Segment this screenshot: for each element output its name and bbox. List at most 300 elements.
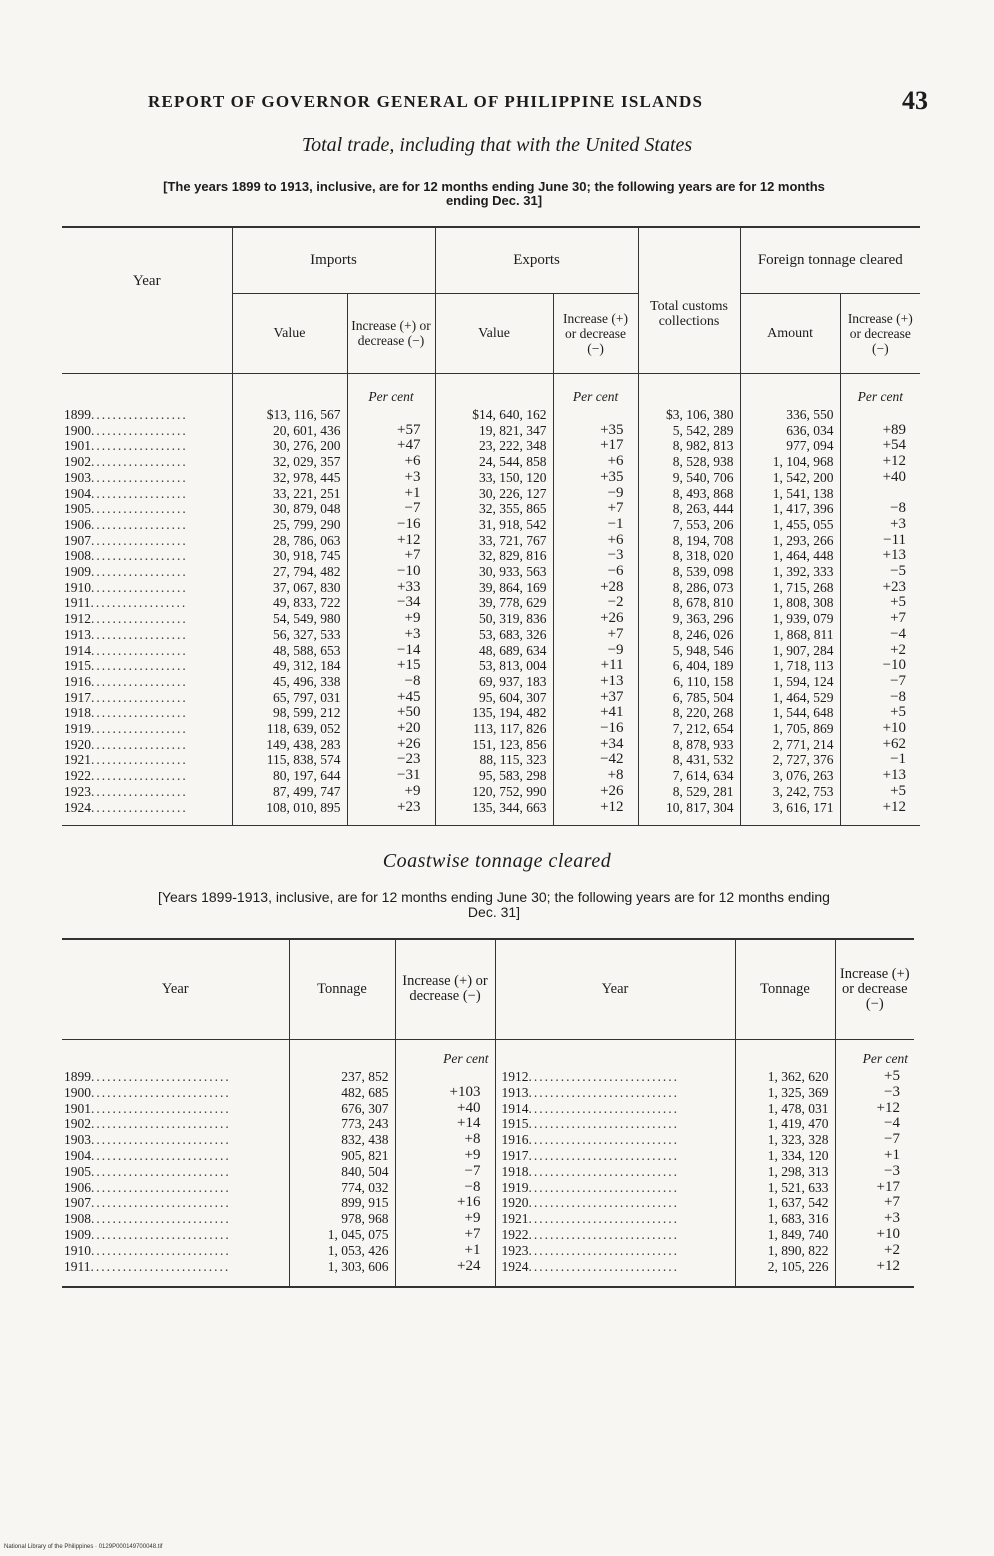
coastwise-increase: +7 <box>835 1195 914 1211</box>
year-cell <box>62 1116 289 1132</box>
import-value: 108, 010, 895 <box>232 800 347 826</box>
year-label: 1911 <box>64 595 91 611</box>
table-row <box>62 705 920 721</box>
export-increase: +34 <box>553 737 638 753</box>
year-cell <box>62 564 232 580</box>
tonnage-increase: +5 <box>840 705 920 721</box>
year-label: 1910 <box>64 579 91 595</box>
year-cell <box>62 595 232 611</box>
leader-dots: .......................... <box>91 1084 231 1100</box>
leader-dots: .................. <box>91 626 188 642</box>
customs-collections: 8, 982, 813 <box>638 438 740 454</box>
import-value: 32, 029, 357 <box>232 454 347 470</box>
coastwise-increase: +5 <box>835 1069 914 1085</box>
coastwise-tonnage: 1, 053, 426 <box>289 1243 395 1259</box>
import-increase: +20 <box>347 721 435 737</box>
coastwise-tonnage: 1, 334, 120 <box>735 1148 835 1164</box>
foreign-tonnage: 1, 705, 869 <box>740 721 840 737</box>
import-value: 48, 588, 653 <box>232 643 347 659</box>
leader-dots: ............................ <box>528 1132 679 1148</box>
customs-collections: 8, 529, 281 <box>638 784 740 800</box>
col-header-import-value: Value <box>232 293 347 373</box>
import-increase: −23 <box>347 752 435 768</box>
coastwise-increase: +17 <box>835 1180 914 1196</box>
customs-collections: 8, 286, 073 <box>638 580 740 596</box>
import-increase <box>347 407 435 423</box>
tonnage-increase: +10 <box>840 721 920 737</box>
units-row <box>62 1039 914 1069</box>
customs-collections: 7, 212, 654 <box>638 721 740 737</box>
export-increase: −9 <box>553 643 638 659</box>
coastwise-increase <box>395 1069 495 1085</box>
year-label: 1922 <box>501 1226 529 1242</box>
import-increase: −8 <box>347 674 435 690</box>
customs-collections: 6, 785, 504 <box>638 690 740 706</box>
foreign-tonnage: 1, 293, 266 <box>740 533 840 549</box>
export-increase: +12 <box>553 800 638 826</box>
year-label: 1919 <box>64 721 91 737</box>
import-value: 28, 786, 063 <box>232 533 347 549</box>
tonnage-increase: +23 <box>840 580 920 596</box>
import-increase: +3 <box>347 470 435 486</box>
tonnage-increase: +12 <box>840 800 920 826</box>
foreign-tonnage: 1, 808, 308 <box>740 595 840 611</box>
leader-dots: .................. <box>91 752 188 768</box>
coastwise-tonnage: 1, 478, 031 <box>735 1101 835 1117</box>
col-header-import-increase: Increase (+) or decrease (−) <box>347 293 435 373</box>
coastwise-tonnage: 482, 685 <box>289 1085 395 1101</box>
year-cell <box>62 486 232 502</box>
import-increase: −10 <box>347 564 435 580</box>
export-increase: +6 <box>553 454 638 470</box>
year-label: 1916 <box>501 1132 529 1148</box>
leader-dots: .................. <box>91 768 188 784</box>
export-value: 135, 344, 663 <box>435 800 553 826</box>
table-row <box>62 1211 914 1227</box>
year-label: 1912 <box>64 611 91 627</box>
export-value: 113, 117, 826 <box>435 721 553 737</box>
export-increase: +6 <box>553 533 638 549</box>
coastwise-tonnage: 1, 849, 740 <box>735 1227 835 1243</box>
table-row <box>62 423 920 439</box>
leader-dots: ............................ <box>528 1179 679 1195</box>
export-increase: −3 <box>553 548 638 564</box>
export-increase <box>553 407 638 423</box>
year-cell <box>495 1195 735 1211</box>
tonnage-increase: −10 <box>840 658 920 674</box>
year-label: 1899 <box>64 407 91 422</box>
customs-collections: 9, 363, 296 <box>638 611 740 627</box>
year-label: 1913 <box>64 626 91 642</box>
import-increase: +3 <box>347 627 435 643</box>
customs-collections: 8, 431, 532 <box>638 752 740 768</box>
import-value: 80, 197, 644 <box>232 768 347 784</box>
tonnage-increase <box>840 407 920 423</box>
year-label: 1904 <box>64 1147 91 1163</box>
year-cell <box>495 1180 735 1196</box>
table-row <box>62 407 920 423</box>
import-value: 30, 276, 200 <box>232 438 347 454</box>
import-value: 118, 639, 052 <box>232 721 347 737</box>
import-increase: −14 <box>347 643 435 659</box>
year-cell <box>62 643 232 659</box>
foreign-tonnage: 3, 616, 171 <box>740 800 840 826</box>
table-row <box>62 674 920 690</box>
import-increase: +47 <box>347 438 435 454</box>
year-cell <box>62 1132 289 1148</box>
leader-dots: ............................ <box>528 1242 679 1258</box>
leader-dots: .................. <box>91 564 188 580</box>
table-row <box>62 1180 914 1196</box>
unit-per-cent: Per cent <box>347 373 435 407</box>
total-trade-table <box>62 226 920 826</box>
export-value: 30, 933, 563 <box>435 564 553 580</box>
year-cell <box>62 517 232 533</box>
coastwise-increase: +1 <box>835 1148 914 1164</box>
year-cell <box>495 1243 735 1259</box>
import-increase: +26 <box>347 737 435 753</box>
leader-dots: .................. <box>91 422 188 438</box>
leader-dots: .................. <box>91 532 188 548</box>
coastwise-increase: +9 <box>395 1211 495 1227</box>
leader-dots: .................. <box>91 689 188 705</box>
year-cell <box>62 1101 289 1117</box>
import-increase: +9 <box>347 611 435 627</box>
year-label: 1919 <box>501 1179 529 1195</box>
tonnage-increase: +3 <box>840 517 920 533</box>
leader-dots: .................. <box>91 736 188 752</box>
table-row <box>62 517 920 533</box>
unit-per-cent: Per cent <box>840 373 920 407</box>
year-label: 1924 <box>64 799 91 815</box>
unit-per-cent: Per cent <box>395 1039 495 1069</box>
export-increase: −2 <box>553 595 638 611</box>
table-row <box>62 690 920 706</box>
tonnage-increase: +5 <box>840 784 920 800</box>
coastwise-tonnage: 2, 105, 226 <box>735 1259 835 1287</box>
leader-dots: .................. <box>90 595 188 611</box>
year-label: 1908 <box>64 548 91 564</box>
table-row <box>62 737 920 753</box>
year-label: 1907 <box>64 532 91 548</box>
year-cell <box>495 1164 735 1180</box>
leader-dots: .................. <box>91 658 188 674</box>
export-increase: +17 <box>553 438 638 454</box>
year-cell <box>62 690 232 706</box>
year-label: 1910 <box>64 1242 91 1258</box>
import-value: 37, 067, 830 <box>232 580 347 596</box>
coastwise-increase: −7 <box>835 1132 914 1148</box>
year-cell <box>62 1069 289 1085</box>
import-value: 32, 978, 445 <box>232 470 347 486</box>
leader-dots: .......................... <box>91 1100 231 1116</box>
year-cell <box>62 674 232 690</box>
import-value: 49, 312, 184 <box>232 658 347 674</box>
year-label: 1920 <box>64 736 91 752</box>
customs-collections: 5, 948, 546 <box>638 643 740 659</box>
export-increase: +41 <box>553 705 638 721</box>
import-increase: +57 <box>347 423 435 439</box>
year-cell <box>495 1101 735 1117</box>
coastwise-body <box>62 1039 914 1287</box>
customs-collections: 8, 246, 026 <box>638 627 740 643</box>
coastwise-tonnage: 676, 307 <box>289 1101 395 1117</box>
year-label: 1907 <box>64 1195 91 1211</box>
year-label: 1917 <box>64 689 91 705</box>
leader-dots: .................. <box>91 516 188 532</box>
leader-dots: .......................... <box>91 1211 231 1227</box>
import-value: 20, 601, 436 <box>232 423 347 439</box>
year-cell <box>62 1085 289 1101</box>
year-cell <box>62 548 232 564</box>
tonnage-increase: +89 <box>840 423 920 439</box>
leader-dots: .......................... <box>91 1179 231 1195</box>
unit-per-cent: Per cent <box>553 373 638 407</box>
year-cell <box>62 721 232 737</box>
leader-dots: .......................... <box>91 1195 231 1211</box>
tonnage-increase: −8 <box>840 690 920 706</box>
import-value: 49, 833, 722 <box>232 595 347 611</box>
export-value: 69, 937, 183 <box>435 674 553 690</box>
foreign-tonnage: 1, 541, 138 <box>740 486 840 502</box>
leader-dots: ............................ <box>528 1100 679 1116</box>
foreign-tonnage: 1, 464, 529 <box>740 690 840 706</box>
coastwise-tonnage: 1, 325, 369 <box>735 1085 835 1101</box>
tonnage-increase: −5 <box>840 564 920 580</box>
leader-dots: .................. <box>91 642 188 658</box>
import-increase: −34 <box>347 595 435 611</box>
scan-footer: National Library of the Philippines · 0129P000149700048.tif <box>4 1544 163 1550</box>
customs-collections: 5, 542, 289 <box>638 423 740 439</box>
col-header-export-value: Value <box>435 293 553 373</box>
year-label: 1909 <box>64 564 91 580</box>
coastwise-tonnage: 1, 890, 822 <box>735 1243 835 1259</box>
year-cell <box>62 533 232 549</box>
export-increase: +28 <box>553 580 638 596</box>
import-value: 56, 327, 533 <box>232 627 347 643</box>
export-increase: +13 <box>553 674 638 690</box>
year-cell <box>62 705 232 721</box>
export-value: 24, 544, 858 <box>435 454 553 470</box>
export-value: 88, 115, 323 <box>435 752 553 768</box>
headnote-line: [The years 1899 to 1913, inclusive, are for 12 months ending June 30; the following years are for 12 months <box>163 179 825 194</box>
tonnage-increase: +2 <box>840 643 920 659</box>
coastwise-increase: +8 <box>395 1132 495 1148</box>
leader-dots: ............................ <box>528 1084 679 1100</box>
export-increase: +35 <box>553 470 638 486</box>
year-cell <box>62 1259 289 1287</box>
foreign-tonnage: 636, 034 <box>740 423 840 439</box>
year-label: 1905 <box>64 1163 91 1179</box>
coastwise-increase: +1 <box>395 1243 495 1259</box>
year-cell <box>62 1180 289 1196</box>
col-header-tonnage-amount: Amount <box>740 293 840 373</box>
export-increase: +37 <box>553 690 638 706</box>
table-row <box>62 627 920 643</box>
coastwise-increase: +10 <box>835 1227 914 1243</box>
year-label: 1906 <box>64 516 91 532</box>
foreign-tonnage: 1, 392, 333 <box>740 564 840 580</box>
coastwise-tonnage: 1, 637, 542 <box>735 1195 835 1211</box>
year-cell <box>62 1243 289 1259</box>
coastwise-tonnage: 1, 419, 470 <box>735 1116 835 1132</box>
table-row <box>62 454 920 470</box>
table-row <box>62 752 920 768</box>
export-value: 32, 829, 816 <box>435 548 553 564</box>
export-value: 120, 752, 990 <box>435 784 553 800</box>
year-label: 1909 <box>64 1226 91 1242</box>
year-label: 1904 <box>64 485 91 501</box>
coastwise-increase: +12 <box>835 1259 914 1287</box>
foreign-tonnage: 2, 771, 214 <box>740 737 840 753</box>
coastwise-tonnage: 899, 915 <box>289 1195 395 1211</box>
year-label: 1908 <box>64 1211 91 1227</box>
year-label: 1915 <box>64 658 91 674</box>
col-header-tonnage: Tonnage <box>289 939 395 1039</box>
export-increase: −16 <box>553 721 638 737</box>
export-increase: −42 <box>553 752 638 768</box>
year-cell <box>62 784 232 800</box>
table-row <box>62 1195 914 1211</box>
year-cell <box>62 470 232 486</box>
coastwise-increase: +24 <box>395 1259 495 1287</box>
export-value: 95, 583, 298 <box>435 768 553 784</box>
leader-dots: ............................ <box>528 1258 679 1274</box>
coastwise-increase: −4 <box>835 1116 914 1132</box>
leader-dots: .......................... <box>91 1116 231 1132</box>
page-number: 43 <box>902 86 928 115</box>
year-label: 1916 <box>64 673 91 689</box>
import-increase: +1 <box>347 486 435 502</box>
col-header-imports: Imports <box>232 227 435 293</box>
year-cell <box>495 1227 735 1243</box>
import-value: 65, 797, 031 <box>232 690 347 706</box>
year-cell <box>62 1164 289 1180</box>
import-increase: +45 <box>347 690 435 706</box>
coastwise-increase: +2 <box>835 1243 914 1259</box>
col-header-export-increase: Increase (+) or decrease (−) <box>553 293 638 373</box>
table-row <box>62 1085 914 1101</box>
coastwise-tonnage: 1, 303, 606 <box>289 1259 395 1287</box>
year-label: 1913 <box>501 1084 529 1100</box>
year-label: 1900 <box>64 1084 91 1100</box>
import-value: 25, 799, 290 <box>232 517 347 533</box>
foreign-tonnage: 3, 242, 753 <box>740 784 840 800</box>
coastwise-increase: −7 <box>395 1164 495 1180</box>
export-increase: +7 <box>553 501 638 517</box>
export-value: 135, 194, 482 <box>435 705 553 721</box>
foreign-tonnage: 1, 104, 968 <box>740 454 840 470</box>
leader-dots: .......................... <box>91 1163 231 1179</box>
import-increase: −16 <box>347 517 435 533</box>
coastwise-increase: +12 <box>835 1101 914 1117</box>
coastwise-increase: +3 <box>835 1211 914 1227</box>
year-cell <box>62 1195 289 1211</box>
year-cell <box>495 1085 735 1101</box>
coastwise-tonnage: 832, 438 <box>289 1132 395 1148</box>
import-value: 87, 499, 747 <box>232 784 347 800</box>
year-cell <box>62 580 232 596</box>
table-row <box>62 768 920 784</box>
year-label: 1906 <box>64 1179 91 1195</box>
tonnage-increase: −4 <box>840 627 920 643</box>
leader-dots: ............................ <box>528 1211 679 1227</box>
units-row <box>62 373 920 407</box>
table-row <box>62 486 920 502</box>
year-label: 1901 <box>64 1100 91 1116</box>
import-value: 30, 918, 745 <box>232 548 347 564</box>
table-row <box>62 658 920 674</box>
year-cell <box>62 1227 289 1243</box>
leader-dots: .................. <box>91 407 188 422</box>
foreign-tonnage: 1, 594, 124 <box>740 674 840 690</box>
customs-collections: 8, 194, 708 <box>638 533 740 549</box>
import-increase: +15 <box>347 658 435 674</box>
export-value: 50, 319, 836 <box>435 611 553 627</box>
col-header-year: Year <box>62 939 289 1039</box>
year-cell <box>62 454 232 470</box>
export-increase: +35 <box>553 423 638 439</box>
year-label: 1901 <box>64 438 91 454</box>
leader-dots: .................. <box>91 579 188 595</box>
leader-dots: .................. <box>91 721 188 737</box>
foreign-tonnage: 977, 094 <box>740 438 840 454</box>
coastwise-tonnage: 1, 683, 316 <box>735 1211 835 1227</box>
table-row <box>62 784 920 800</box>
export-value: 19, 821, 347 <box>435 423 553 439</box>
customs-collections: 8, 220, 268 <box>638 705 740 721</box>
foreign-tonnage: 1, 542, 200 <box>740 470 840 486</box>
customs-collections: 7, 553, 206 <box>638 517 740 533</box>
import-value: 115, 838, 574 <box>232 752 347 768</box>
coastwise-tonnage: 1, 362, 620 <box>735 1069 835 1085</box>
export-value: $14, 640, 162 <box>435 407 553 423</box>
coastwise-tonnage: 1, 298, 313 <box>735 1164 835 1180</box>
foreign-tonnage: 1, 544, 648 <box>740 705 840 721</box>
foreign-tonnage: 1, 939, 079 <box>740 611 840 627</box>
year-label: 1917 <box>501 1147 529 1163</box>
import-value: 33, 221, 251 <box>232 486 347 502</box>
coastwise-tonnage: 978, 968 <box>289 1211 395 1227</box>
year-label: 1914 <box>501 1100 529 1116</box>
coastwise-increase: +40 <box>395 1101 495 1117</box>
tonnage-increase: +13 <box>840 548 920 564</box>
customs-collections: 6, 110, 158 <box>638 674 740 690</box>
export-value: 95, 604, 307 <box>435 690 553 706</box>
table-row <box>62 800 920 826</box>
coastwise-headnote <box>64 890 924 920</box>
foreign-tonnage: 1, 868, 811 <box>740 627 840 643</box>
table-row <box>62 1227 914 1243</box>
export-value: 33, 721, 767 <box>435 533 553 549</box>
tonnage-increase: +62 <box>840 737 920 753</box>
headnote-line: [Years 1899-1913, inclusive, are for 12 months ending June 30; the following years are for 12 months ending <box>158 889 830 905</box>
foreign-tonnage: 3, 076, 263 <box>740 768 840 784</box>
import-increase: +7 <box>347 548 435 564</box>
leader-dots: .................. <box>91 673 188 689</box>
leader-dots: .................. <box>91 783 188 799</box>
total-trade-body <box>62 373 920 826</box>
year-cell <box>495 1148 735 1164</box>
export-value: 53, 683, 326 <box>435 627 553 643</box>
year-cell <box>495 1116 735 1132</box>
year-cell <box>62 768 232 784</box>
leader-dots: .................. <box>91 611 188 627</box>
year-label: 1903 <box>64 1132 91 1148</box>
leader-dots: .................. <box>91 548 188 564</box>
year-label: 1923 <box>64 783 91 799</box>
year-label: 1920 <box>501 1195 529 1211</box>
